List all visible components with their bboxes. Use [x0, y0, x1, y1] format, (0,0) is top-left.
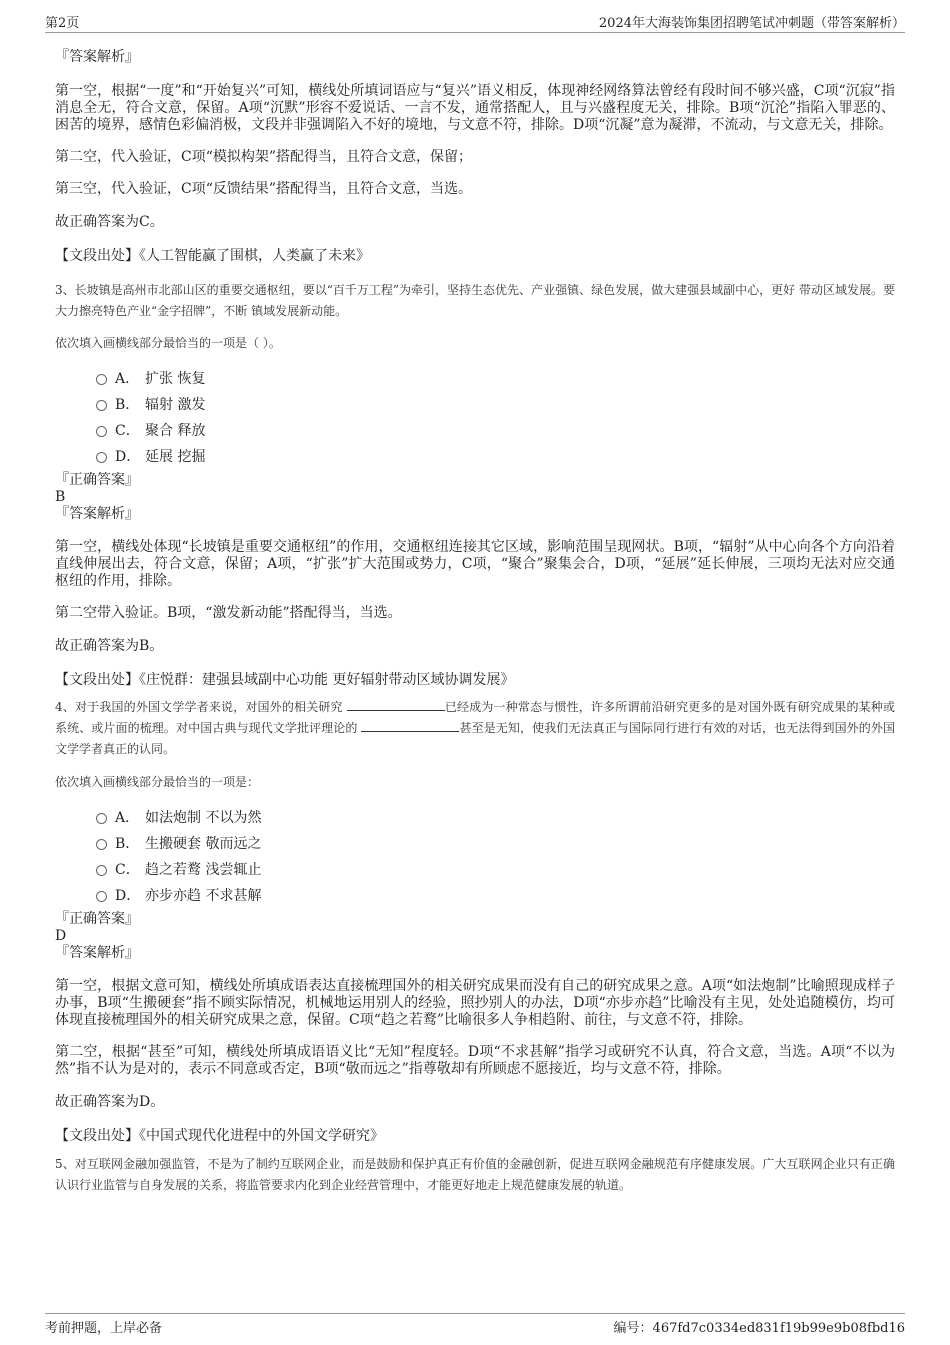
- question-prompt: 依次填入画横线部分最恰当的一项是：: [55, 775, 260, 789]
- option-letter: C．: [115, 862, 140, 878]
- source-citation: 【文段出处】《人工智能赢了围棋，人类赢了未来》: [55, 248, 370, 264]
- radio-button[interactable]: [96, 452, 107, 463]
- answer-conclusion: 故正确答案为C。: [55, 214, 164, 230]
- analysis-paragraph: 第三空，代入验证，C项“反馈结果”搭配得当，且符合文意，当选。: [55, 181, 473, 197]
- option-list: [55, 370, 895, 474]
- question-text: 5、对互联网金融加强监管，不是为了制约互联网企业，而是鼓励和保护真正有价值的金融创新，促进互联网金融规范有序健康发展。广大互联网企业只有正确认识行业监管与自身发展的关系，将监管要求内化到企业经营管理中，才能更好地走上规范健康发展的轨道。: [55, 1157, 895, 1192]
- page-header: [45, 10, 905, 33]
- analysis-label: 『答案解析』: [55, 945, 139, 961]
- page-number: 第2页: [45, 16, 80, 31]
- option-letter: C．: [115, 423, 140, 439]
- option-letter: D．: [115, 888, 141, 904]
- option-c[interactable]: [55, 422, 895, 448]
- question-5: [55, 1154, 895, 1196]
- option-letter: B．: [115, 836, 140, 852]
- document-title: 2024年大海装饰集团招聘笔试冲刺题（带答案解析）: [598, 16, 905, 31]
- analysis-paragraph: 第一空，横线处体现“长坡镇是重要交通枢纽”的作用，交通枢纽连接其它区域，影响范围呈现网状。B项，“辐射”从中心向各个方向沿着直线伸展出去，符合文意，保留；A项，“扩张”扩大范围或势力，C项，“聚合”聚集会合，D项，“延展”延长伸展，三项均无法对应交通枢纽的作用，排除。: [55, 539, 895, 589]
- analysis-paragraph: 第二空带入验证。B项，“激发新动能”搭配得当，当选。: [55, 605, 402, 621]
- question-prompt: 依次填入画横线部分最恰当的一项是（ ）。: [55, 336, 281, 350]
- option-text: 扩张 恢复: [145, 371, 206, 387]
- source-citation: 【文段出处】《庄悦群：建强县域副中心功能 更好辐射带动区域协调发展》: [55, 672, 515, 688]
- prev-question-analysis: [55, 48, 895, 265]
- option-text: 如法炮制 不以为然: [145, 810, 262, 826]
- radio-button[interactable]: [96, 839, 107, 850]
- radio-button[interactable]: [96, 426, 107, 437]
- answer-conclusion: 故正确答案为B。: [55, 638, 164, 654]
- fill-blank: [347, 698, 445, 711]
- question-text-part: 4、对于我国的外国文学学者来说，对国外的相关研究: [55, 700, 347, 714]
- radio-button[interactable]: [96, 813, 107, 824]
- option-letter: A．: [115, 371, 140, 387]
- radio-button[interactable]: [96, 400, 107, 411]
- option-text: 趋之若鹜 浅尝辄止: [145, 862, 262, 878]
- radio-button[interactable]: [96, 891, 107, 902]
- analysis-paragraph: 第一空，根据文意可知，横线处所填成语表达直接梳理国外的相关研究成果而没有自己的研究成果之意。A项“如法炮制”比喻照现成样子办事，B项“生搬硬套”指不顾实际情况，机械地运用别人的经验，照抄别人的办法，D项“亦步亦趋”比喻没有主见，处处追随模仿，均可体现直接梳理国外的相关研究成果之意，保留。C项“趋之若鹜”比喻很多人争相趋附、前往，与文意不符，排除。: [55, 978, 895, 1028]
- question-3: [55, 280, 895, 689]
- option-text: 生搬硬套 敬而远之: [145, 836, 262, 852]
- document-code: 编号：467fd7c0334ed831f19b99e9b08fbd16: [613, 1321, 905, 1336]
- analysis-paragraph: 第二空，代入验证，C项“模拟构架”搭配得当，且符合文意，保留；: [55, 149, 473, 165]
- option-text: 聚合 释放: [145, 423, 206, 439]
- correct-answer: D: [55, 928, 67, 944]
- option-a[interactable]: [55, 370, 895, 396]
- correct-answer-label: 『正确答案』: [55, 472, 139, 488]
- question-text-part: 甚至是无知，使我们无法真正与国际同行进行有效的对话，也无法得到国外的外国文学学者真正的认同。: [55, 721, 895, 756]
- correct-answer: B: [55, 489, 66, 505]
- footer-slogan: 考前押题，上岸必备: [45, 1321, 163, 1336]
- fill-blank: [361, 719, 459, 732]
- analysis-paragraph: 第二空，根据“甚至”可知，横线处所填成语语义比“无知”程度轻。D项“不求甚解”指学习或研究不认真，符合文意，当选。A项“不以为然”指不认为是对的，表示不同意或否定，B项“敬而远之”指尊敬却有所顾虑不愿接近，均与文意不符，排除。: [55, 1044, 895, 1077]
- correct-answer-label: 『正确答案』: [55, 911, 139, 927]
- answer-conclusion: 故正确答案为D。: [55, 1094, 165, 1110]
- source-citation: 【文段出处】《中国式现代化进程中的外国文学研究》: [55, 1128, 384, 1144]
- option-text: 延展 挖掘: [145, 449, 206, 465]
- question-text: 3、长坡镇是高州市北部山区的重要交通枢纽，要以“百千万工程”为牵引，坚持生态优先、产业强镇、绿色发展，做大建强县域副中心，更好 带动区域发展。要大力擦亮特色产业“金字招牌”，不断 镇域发展新动能。: [55, 283, 895, 318]
- option-d[interactable]: [55, 448, 895, 474]
- option-letter: B．: [115, 397, 140, 413]
- page-footer: [45, 1313, 905, 1336]
- option-a[interactable]: [55, 809, 895, 835]
- option-letter: A．: [115, 810, 140, 826]
- radio-button[interactable]: [96, 374, 107, 385]
- analysis-paragraph: 第一空，根据“一度”和“开始复兴”可知，横线处所填词语应与“复兴”语义相反，体现神经网络算法曾经有段时间不够兴盛，C项“沉寂”指消息全无，符合文意，保留。A项“沉默”形容不爱说话、一言不发，通常搭配人，且与兴盛程度无关，排除。B项“沉沦”指陷入罪恶的、困苦的境界，感情色彩偏消极，文段并非强调陷入不好的境地，与文意不符，排除。D项“沉凝”意为凝滞，不流动，与文意无关，排除。: [55, 83, 895, 133]
- option-b[interactable]: [55, 835, 895, 861]
- analysis-label: 『答案解析』: [55, 49, 139, 65]
- analysis-label: 『答案解析』: [55, 506, 139, 522]
- option-b[interactable]: [55, 396, 895, 422]
- question-4: [55, 697, 895, 1145]
- option-text: 辐射 激发: [145, 397, 206, 413]
- option-d[interactable]: [55, 887, 895, 913]
- question-text: [55, 697, 895, 760]
- radio-button[interactable]: [96, 865, 107, 876]
- question-text-part: 已经成为一种常态与惯性，许多所谓前沿研究更多的是对国外既有研究成果的某种或系统、或片面的梳理。对中国古典与现代文学批评理论的: [55, 700, 895, 735]
- option-letter: D．: [115, 449, 141, 465]
- option-list: [55, 809, 895, 913]
- page-content: [55, 44, 895, 1196]
- option-c[interactable]: [55, 861, 895, 887]
- option-text: 亦步亦趋 不求甚解: [145, 888, 262, 904]
